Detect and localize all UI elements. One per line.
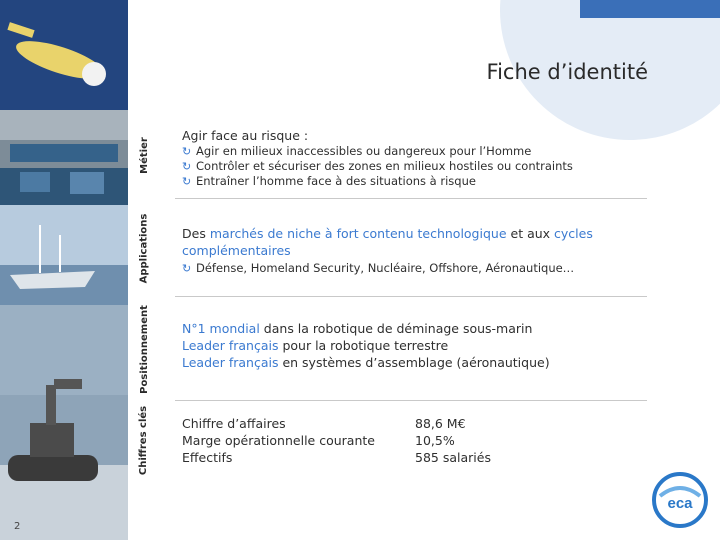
tab-label: Métier (138, 136, 150, 174)
page-number: 2 (14, 521, 21, 532)
refresh-arrow-icon: ↻ (182, 160, 192, 173)
photo-underwater-vehicle (0, 0, 128, 110)
figure-value: 10,5% (415, 433, 455, 448)
photo-boat-at-sea (0, 205, 128, 305)
metier-heading: Agir face au risque : (182, 128, 309, 143)
list-item: ↻ Contrôler et sécuriser des zones en milieux hostiles ou contraints (182, 159, 573, 173)
key-figures-values (415, 415, 491, 466)
refresh-arrow-icon: ↻ (182, 145, 192, 158)
figure-label: Marge opérationnelle courante (182, 433, 375, 448)
tab-chiffres-cles[interactable] (134, 400, 154, 480)
key-figures-labels (182, 415, 375, 466)
list-item: ↻ Agir en milieux inaccessibles ou dangereux pour l’Homme (182, 144, 532, 158)
figure-value: 88,6 M€ (415, 416, 466, 431)
refresh-arrow-icon: ↻ (182, 262, 192, 275)
tab-applications[interactable] (134, 198, 154, 298)
list-item: ↻ Entraîner l’homme face à des situations à risque (182, 174, 476, 188)
top-accent-bar (580, 0, 720, 18)
divider (175, 198, 647, 199)
figure-label: Chiffre d’affaires (182, 416, 286, 431)
section-applications (182, 225, 652, 276)
refresh-arrow-icon: ↻ (182, 175, 192, 188)
page-title: Fiche d’identité (486, 60, 648, 84)
figure-value: 585 salariés (415, 450, 491, 465)
tab-label: Applications (138, 213, 150, 283)
section-positionnement (182, 320, 652, 371)
divider (175, 400, 647, 401)
positionnement-line: Leader français pour la robotique terrestre (182, 338, 449, 353)
section-metier (182, 127, 652, 189)
list-item: ↻ Défense, Homeland Security, Nucléaire, Offshore, Aéronautique… (182, 261, 575, 275)
eca-logo (652, 472, 708, 528)
applications-line: Des marchés de niche à fort contenu technologique et aux cycles (182, 226, 593, 241)
positionnement-line: Leader français en systèmes d’assemblage (aéronautique) (182, 355, 550, 370)
svg-text:eca: eca (667, 495, 693, 512)
positionnement-line: N°1 mondial dans la robotique de déminage sous-marin (182, 321, 533, 336)
divider (175, 296, 647, 297)
photo-ground-robot (0, 305, 128, 540)
figure-label: Effectifs (182, 450, 233, 465)
tab-positionnement[interactable] (134, 298, 154, 400)
applications-line-2: complémentaires (182, 243, 291, 258)
tab-label: Chiffres clés (138, 405, 150, 475)
photo-factory-hangar (0, 110, 128, 205)
tab-label: Positionnement (138, 304, 150, 394)
tab-metier[interactable] (134, 112, 154, 198)
